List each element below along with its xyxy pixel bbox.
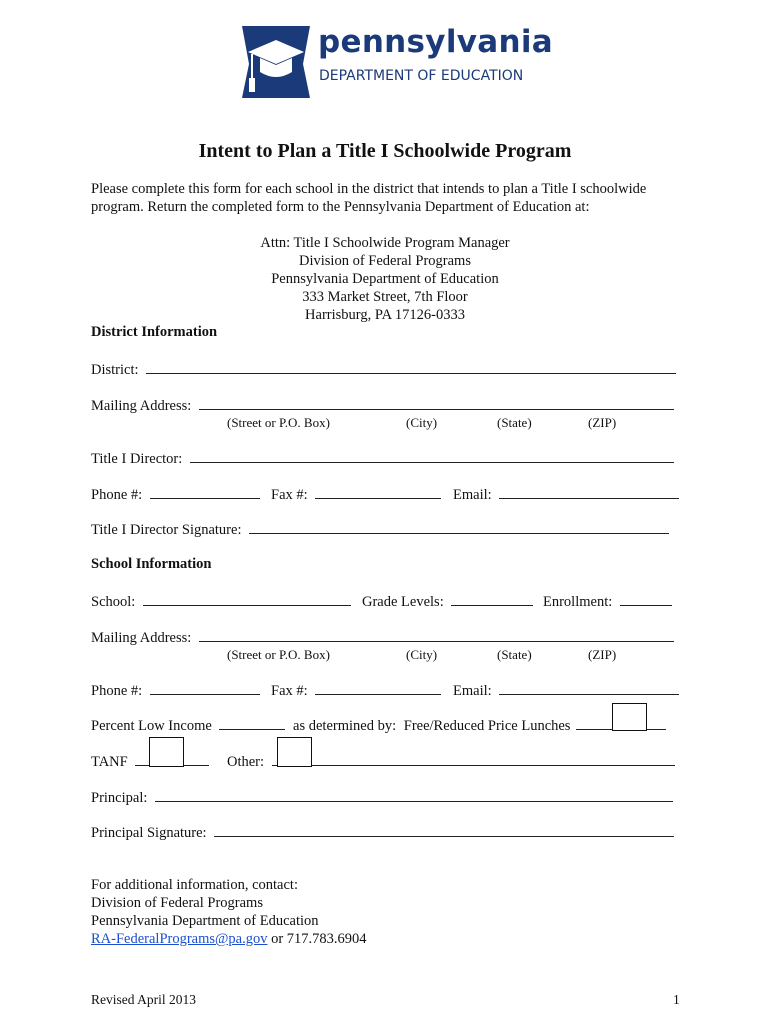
- frl-checkbox[interactable]: [612, 703, 647, 731]
- contact-intro: For additional information, contact:: [91, 877, 298, 893]
- district-fax-row: [271, 484, 441, 504]
- district-fax-label: Fax #:: [271, 487, 308, 503]
- page-number: 1: [673, 992, 680, 1007]
- logo-department: DEPARTMENT OF EDUCATION: [319, 68, 524, 84]
- contact-department: Pennsylvania Department of Education: [91, 913, 319, 929]
- school-sub-city: (City): [406, 647, 438, 662]
- contact-block: [91, 876, 367, 948]
- revised-date: Revised April 2013: [91, 992, 196, 1007]
- contact-line: [91, 930, 367, 948]
- determined-by-label: as determined by:: [293, 718, 397, 734]
- intro-line-2: program. Return the completed form to the Pennsylvania Department of Education at:: [91, 199, 590, 215]
- address-attn: Attn: Title I Schoolwide Program Manager: [260, 235, 510, 251]
- district-email-field[interactable]: [499, 484, 679, 499]
- director-row: [91, 448, 674, 468]
- school-fax-row: [271, 680, 441, 700]
- tanf-label: TANF: [91, 754, 128, 770]
- school-email-row: [453, 680, 679, 700]
- principal-signature-field[interactable]: [214, 822, 674, 837]
- district-label: District:: [91, 362, 139, 378]
- keystone-graduation-cap-icon: [240, 24, 312, 100]
- principal-row: [91, 787, 673, 807]
- percent-low-income-label: Percent Low Income: [91, 718, 212, 734]
- principal-signature-label: Principal Signature:: [91, 825, 207, 841]
- mailing-address-block: [0, 234, 770, 324]
- grade-levels-label: Grade Levels:: [362, 594, 444, 610]
- school-label: School:: [91, 594, 136, 610]
- school-phone-field[interactable]: [150, 680, 260, 695]
- page-title: Intent to Plan a Title I Schoolwide Program: [198, 140, 572, 162]
- school-mailing-row: [91, 627, 674, 647]
- school-name-row: [91, 591, 351, 611]
- percent-low-income-row: [91, 715, 666, 735]
- district-heading: District Information: [91, 324, 218, 340]
- district-mailing-row: [91, 395, 674, 415]
- other-field[interactable]: [272, 751, 675, 766]
- district-sub-city: (City): [406, 415, 438, 430]
- district-phone-row: [91, 484, 260, 504]
- district-email-row: [453, 484, 679, 504]
- address-department: Pennsylvania Department of Education: [271, 271, 499, 287]
- school-phone-label: Phone #:: [91, 683, 143, 699]
- director-field[interactable]: [190, 448, 674, 463]
- grade-levels-field[interactable]: [451, 591, 533, 606]
- school-mailing-label: Mailing Address:: [91, 630, 192, 646]
- contact-division: Division of Federal Programs: [91, 895, 263, 911]
- tanf-checkbox[interactable]: [149, 737, 184, 767]
- school-fax-label: Fax #:: [271, 683, 308, 699]
- logo-name: pennsylvania: [318, 24, 553, 60]
- contact-phone: or 717.783.6904: [271, 931, 367, 947]
- school-sub-street: (Street or P.O. Box): [227, 647, 330, 662]
- contact-email-link[interactable]: RA-FederalPrograms@pa.gov: [91, 931, 268, 947]
- principal-field[interactable]: [155, 787, 673, 802]
- district-sub-state: (State): [497, 415, 532, 430]
- school-email-label: Email:: [453, 683, 492, 699]
- percent-low-income-field[interactable]: [219, 715, 285, 730]
- enrollment-row: [543, 591, 672, 611]
- principal-label: Principal:: [91, 790, 148, 806]
- district-mailing-field[interactable]: [199, 395, 674, 410]
- school-phone-row: [91, 680, 260, 700]
- district-sub-street: (Street or P.O. Box): [227, 415, 330, 430]
- school-mailing-field[interactable]: [199, 627, 674, 642]
- school-email-field[interactable]: [499, 680, 679, 695]
- other-label: Other:: [227, 754, 265, 770]
- district-field[interactable]: [146, 359, 676, 374]
- district-phone-label: Phone #:: [91, 487, 143, 503]
- enrollment-label: Enrollment:: [543, 594, 613, 610]
- school-sub-zip: (ZIP): [588, 647, 617, 662]
- school-heading: School Information: [91, 556, 212, 572]
- school-fax-field[interactable]: [315, 680, 441, 695]
- district-sub-zip: (ZIP): [588, 415, 617, 430]
- intro-line-1: Please complete this form for each school in the district that intends to plan a Title I schoolwide: [91, 181, 647, 197]
- address-city: Harrisburg, PA 17126-0333: [305, 307, 465, 323]
- address-division: Division of Federal Programs: [299, 253, 471, 269]
- district-mailing-label: Mailing Address:: [91, 398, 192, 414]
- district-fax-field[interactable]: [315, 484, 441, 499]
- other-checkbox[interactable]: [277, 737, 312, 767]
- pde-logo: [240, 24, 553, 104]
- enrollment-field[interactable]: [620, 591, 672, 606]
- frl-label: Free/Reduced Price Lunches: [403, 718, 571, 734]
- director-signature-row: [91, 519, 669, 539]
- school-field[interactable]: [143, 591, 351, 606]
- director-signature-field[interactable]: [249, 519, 669, 534]
- director-label: Title I Director:: [91, 451, 183, 467]
- director-signature-label: Title I Director Signature:: [91, 522, 242, 538]
- school-sub-state: (State): [497, 647, 532, 662]
- district-email-label: Email:: [453, 487, 492, 503]
- district-row: [91, 359, 676, 379]
- address-street: 333 Market Street, 7th Floor: [302, 289, 468, 305]
- grade-levels-row: [362, 591, 533, 611]
- district-phone-field[interactable]: [150, 484, 260, 499]
- principal-signature-row: [91, 822, 674, 842]
